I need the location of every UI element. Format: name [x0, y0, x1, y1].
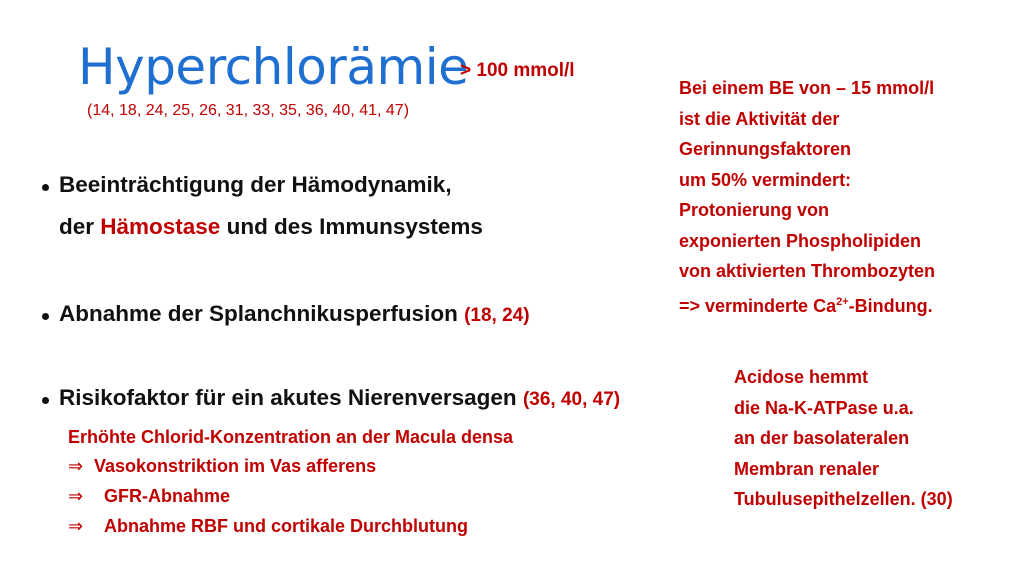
note-line: die Na-K-ATPase u.a. — [734, 397, 914, 418]
inline-reference: (18, 24) — [464, 305, 530, 326]
bullet-dot — [42, 313, 49, 320]
threshold-value: > 100 mmol/l — [460, 60, 575, 81]
bullet-hemodynamics: Beeinträchtigung der Hämodynamik, — [59, 172, 452, 197]
bullet-text-post: und des Immunsystems — [220, 214, 483, 239]
subpoint-gfr — [68, 486, 230, 507]
implies-arrow-icon: ⇒ — [68, 486, 84, 506]
bullet-text-pre: der — [59, 214, 101, 239]
bullet-dot — [42, 184, 49, 191]
subpoint-text: Abnahme RBF und cortikale Durchblutung — [104, 516, 469, 536]
reference-list: (14, 18, 24, 25, 26, 31, 33, 35, 36, 40, 41, 47) — [87, 102, 410, 119]
note-line: Protonierung von — [679, 200, 829, 220]
bullet-splanchnic — [59, 301, 530, 327]
note-line: Gerinnungsfaktoren — [679, 139, 852, 159]
implies-arrow-icon: ⇒ — [68, 456, 84, 476]
charge-superscript: 2+ — [836, 295, 849, 308]
bullet-dot — [42, 397, 49, 404]
note-line: von aktivierten Thrombozyten — [679, 261, 936, 281]
subpoint-rbf — [68, 516, 468, 537]
subpoint-vasoconstriction — [68, 456, 376, 477]
bullet-kidney-failure — [59, 385, 620, 411]
note-text: => verminderte Ca — [679, 295, 837, 316]
coagulation-note — [679, 73, 935, 321]
subpoint-text: Vasokonstriktion im Vas afferens — [94, 456, 377, 476]
note-line: exponierten Phospholipiden — [679, 230, 922, 251]
note-line: ist die Aktivität der — [679, 108, 840, 129]
page-title: Hyperchlorämie — [78, 38, 469, 96]
note-line: Bei einem BE von – 15 mmol/l — [679, 78, 935, 98]
note-line: an der basolateralen — [734, 428, 910, 448]
subpoint-chloride: Erhöhte Chlorid-Konzentration an der Macula densa — [68, 427, 514, 447]
note-line: Membran renaler — [734, 458, 880, 479]
note-line: Acidose hemmt — [734, 367, 869, 387]
note-text: -Bindung. — [848, 295, 933, 316]
note-line — [679, 287, 935, 322]
note-line: Tubulusepithelzellen. (30) — [734, 489, 953, 509]
implies-arrow-icon: ⇒ — [68, 516, 84, 536]
subpoint-text: GFR-Abnahme — [104, 486, 230, 506]
note-line: um 50% vermindert: — [679, 169, 852, 190]
bullet-text: Risikofaktor für ein akutes Nierenversagen — [59, 385, 517, 410]
inline-reference: (36, 40, 47) — [522, 389, 621, 410]
acidosis-note — [734, 362, 953, 515]
bullet-text: Abnahme der Splanchnikusperfusion — [59, 301, 458, 326]
highlight-hemostase: Hämostase — [100, 214, 221, 239]
bullet-hemostasis-line — [59, 214, 483, 240]
